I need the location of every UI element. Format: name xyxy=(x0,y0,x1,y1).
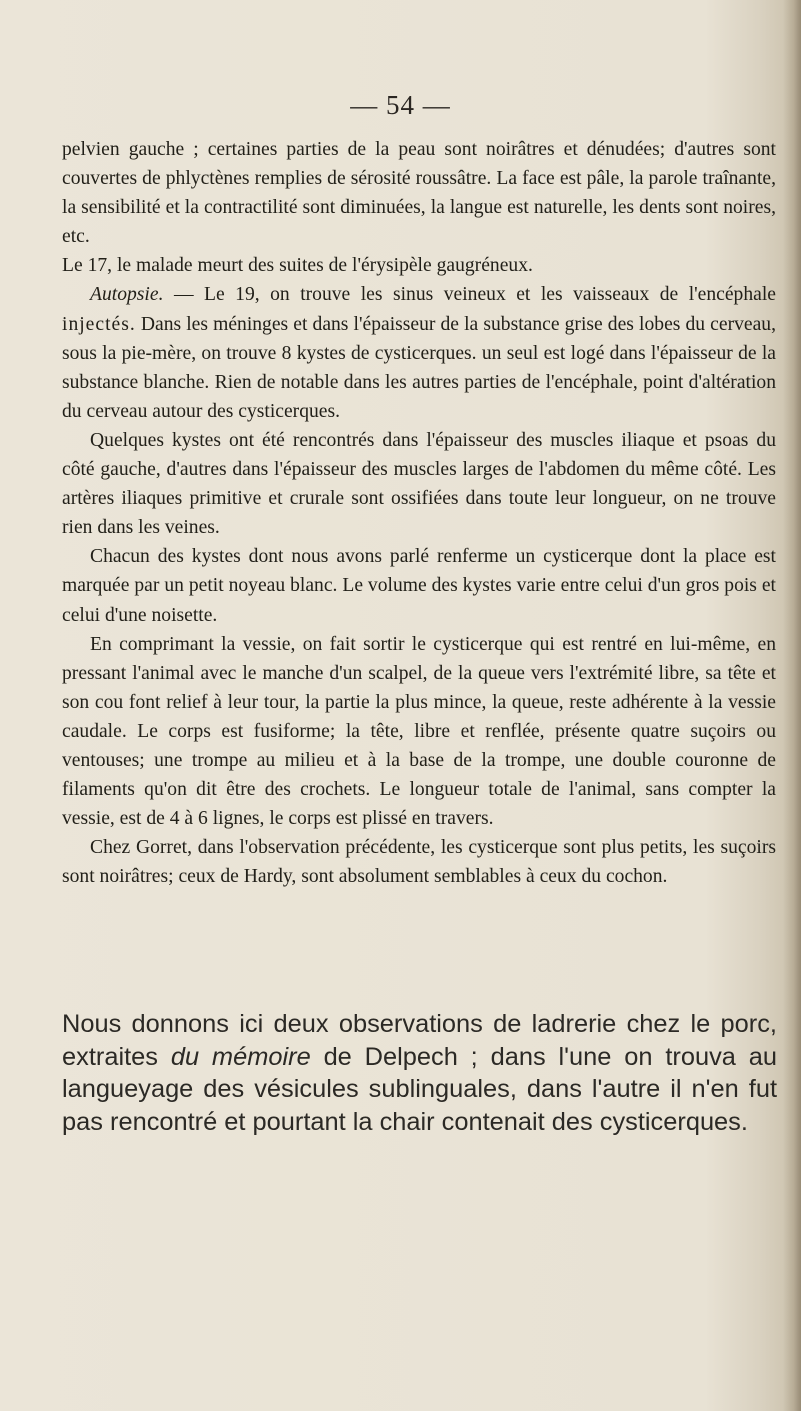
autopsy-text-a: — Le 19, on trouve les sinus veineux et les vaisseaux de l'encéphale xyxy=(163,284,776,306)
paragraph-cysts-muscles: Quelques kystes ont été rencontrés dans l'épaisseur des muscles iliaque et psoas du côté gauche, d'autres dans l'épaisseur des muscles larges de l'abdomen du même côté. Les artères iliaques primitive et crurale sont ossifiées dans toute leur longueur, on ne trouve rien dans les veines. xyxy=(62,429,776,539)
autopsy-text-b: Dans les méninges et dans l'épaisseur de la substance grise des lobes du cerveau, sous la pie-mère, on trouve 8 kystes de cysticerques. un seul est logé dans l'épaisseur de la substance blanche. Rien de notable dans les autres parties de l'encéphale, point d'altération du cerveau autour des cysticerques. xyxy=(62,313,776,422)
paragraph-cysts-volume: Chacun des kystes dont nous avons parlé renferme un cysticerque dont la place est marquée par un petit noyeau blanc. Le volume des kystes varie entre celui d'un gros pois et celui d'une noisette. xyxy=(62,546,776,626)
paragraph-gorret: Chez Gorret, dans l'observation précédente, les cysticerque sont plus petits, les suçoirs sont noirâtres; ceux de Hardy, sont absolument semblables à ceux du cochon. xyxy=(62,837,776,888)
author-note xyxy=(62,1008,777,1138)
paragraph-continuation: pelvien gauche ; certaines parties de la peau sont noirâtres et dénudées; d'autres sont couvertes de phlyctènes remplies de sérosité roussâtre. La face est pâle, la parole traînante, la sensibilité et la contractilité sont diminuées, la langue est naturelle, les dents sont noires, etc. xyxy=(62,139,776,248)
note-text-b: de Delpech ; dans l'une on trouva au langueyage des vésicules sublinguales, dans l'autre il n'en fut pas rencontré et pourtant la chair contenait des cysticerques. xyxy=(62,1042,778,1136)
note-italic: du mémoire xyxy=(170,1042,311,1071)
autopsy-text-spaced: injectés. xyxy=(62,313,136,335)
main-text xyxy=(62,135,776,891)
autopsy-heading: Autopsie. xyxy=(90,284,164,306)
note-paragraph xyxy=(62,1008,777,1138)
page-number: — 54 — xyxy=(350,90,451,120)
page-edge-shadow xyxy=(783,0,801,1411)
paragraph-cysticerque-description: En comprimant la vessie, on fait sortir le cysticerque qui est rentré en lui-même, en pressant l'animal avec le manche d'un scalpel, de la queue vers l'extrémité libre, sa tête et son cou font relief à leur tour, la partie la plus mince, la queue, reste adhérente à la vessie caudale. Le corps est fusiforme; la tête, libre et renflée, présente quatre suçoirs ou ventouses; une trompe au milieu et à la base de la trompe, une double couronne de filaments qu'on dit être des crochets. Le longueur totale de l'animal, sans compter la vessie, est de 4 à 6 lignes, le corps est plissé en travers. xyxy=(62,633,776,830)
paragraph-death: Le 17, le malade meurt des suites de l'érysipèle gaugréneux. xyxy=(62,255,533,277)
paragraph-autopsy xyxy=(62,280,776,425)
note-text-a: Nous donnons ici deux observations de ladrerie chez le porc, extraites xyxy=(62,1010,777,1071)
